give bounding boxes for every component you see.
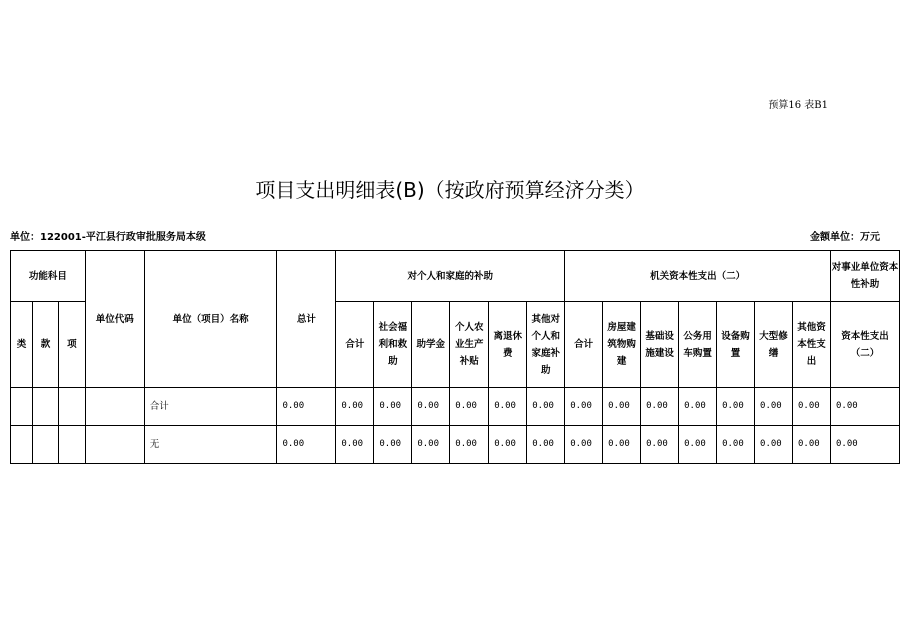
cell-amount: 0.00 bbox=[793, 388, 831, 426]
cell-amount: 0.00 bbox=[830, 426, 899, 464]
expenditure-table bbox=[10, 250, 900, 464]
cell-amount: 0.00 bbox=[755, 426, 793, 464]
amount-unit: 金额单位：万元 bbox=[810, 232, 880, 243]
reporting-unit: 单位：122001-平江县行政审批服务局本级 bbox=[10, 232, 206, 243]
cell-unit-code bbox=[85, 426, 144, 464]
cell-unit-code bbox=[85, 388, 144, 426]
header-personal-agri: 个人农业生产补贴 bbox=[450, 302, 489, 388]
cell-amount: 0.00 bbox=[679, 388, 717, 426]
header-capital-other: 其他资本性支出 bbox=[793, 302, 831, 388]
header-group-personal: 对个人和家庭的补助 bbox=[336, 251, 565, 302]
cell-amount: 0.00 bbox=[277, 388, 336, 426]
cell-amount: 0.00 bbox=[450, 388, 489, 426]
header-personal-grant: 助学金 bbox=[412, 302, 450, 388]
cell-amount: 0.00 bbox=[489, 388, 527, 426]
cell-amount: 0.00 bbox=[755, 388, 793, 426]
cell-amount: 0.00 bbox=[527, 388, 565, 426]
cell-amount: 0.00 bbox=[717, 426, 755, 464]
header-unit-code: 单位代码 bbox=[85, 251, 144, 388]
header-kuan: 款 bbox=[32, 302, 58, 388]
cell-kuan bbox=[32, 426, 58, 464]
unit-line bbox=[10, 228, 880, 243]
form-reference: 预算16 表B1 bbox=[768, 100, 828, 111]
header-capital-building: 房屋建筑物购建 bbox=[603, 302, 641, 388]
header-capital-vehicle: 公务用车购置 bbox=[679, 302, 717, 388]
cell-unit-name: 合计 bbox=[144, 388, 277, 426]
header-capital-repair: 大型修缮 bbox=[755, 302, 793, 388]
cell-cat bbox=[11, 388, 33, 426]
header-personal-total: 合计 bbox=[336, 302, 374, 388]
header-personal-retire: 离退休费 bbox=[489, 302, 527, 388]
header-func-subject: 功能科目 bbox=[11, 251, 86, 302]
cell-amount: 0.00 bbox=[830, 388, 899, 426]
cell-amount: 0.00 bbox=[603, 388, 641, 426]
cell-unit-name: 无 bbox=[144, 426, 277, 464]
cell-xiang bbox=[58, 426, 85, 464]
cell-amount: 0.00 bbox=[336, 426, 374, 464]
header-capital-total: 合计 bbox=[565, 302, 603, 388]
cell-kuan bbox=[32, 388, 58, 426]
cell-amount: 0.00 bbox=[603, 426, 641, 464]
cell-amount: 0.00 bbox=[641, 388, 679, 426]
cell-amount: 0.00 bbox=[336, 388, 374, 426]
cell-amount: 0.00 bbox=[489, 426, 527, 464]
table-body bbox=[11, 388, 900, 464]
header-total: 总计 bbox=[277, 251, 336, 388]
cell-amount: 0.00 bbox=[450, 426, 489, 464]
header-cat: 类 bbox=[11, 302, 33, 388]
cell-amount: 0.00 bbox=[565, 388, 603, 426]
cell-amount: 0.00 bbox=[565, 426, 603, 464]
header-group-capital: 机关资本性支出（二） bbox=[565, 251, 831, 302]
cell-amount: 0.00 bbox=[374, 426, 412, 464]
header-capital-equip: 设备购置 bbox=[717, 302, 755, 388]
header-personal-other: 其他对个人和家庭补助 bbox=[527, 302, 565, 388]
table-row bbox=[11, 388, 900, 426]
cell-amount: 0.00 bbox=[412, 426, 450, 464]
cell-amount: 0.00 bbox=[679, 426, 717, 464]
cell-amount: 0.00 bbox=[374, 388, 412, 426]
header-group-inst: 对事业单位资本性补助 bbox=[830, 251, 899, 302]
cell-cat bbox=[11, 426, 33, 464]
cell-amount: 0.00 bbox=[641, 426, 679, 464]
page-title: 项目支出明细表(B)（按政府预算经济分类） bbox=[255, 178, 645, 202]
table-row bbox=[11, 426, 900, 464]
cell-amount: 0.00 bbox=[412, 388, 450, 426]
header-unit-name: 单位（项目）名称 bbox=[144, 251, 277, 388]
header-inst-capital: 资本性支出（二） bbox=[830, 302, 899, 388]
cell-amount: 0.00 bbox=[527, 426, 565, 464]
cell-amount: 0.00 bbox=[793, 426, 831, 464]
header-capital-infra: 基础设施建设 bbox=[641, 302, 679, 388]
cell-amount: 0.00 bbox=[277, 426, 336, 464]
cell-xiang bbox=[58, 388, 85, 426]
cell-amount: 0.00 bbox=[717, 388, 755, 426]
header-xiang: 项 bbox=[58, 302, 85, 388]
header-personal-welfare: 社会福利和救助 bbox=[374, 302, 412, 388]
